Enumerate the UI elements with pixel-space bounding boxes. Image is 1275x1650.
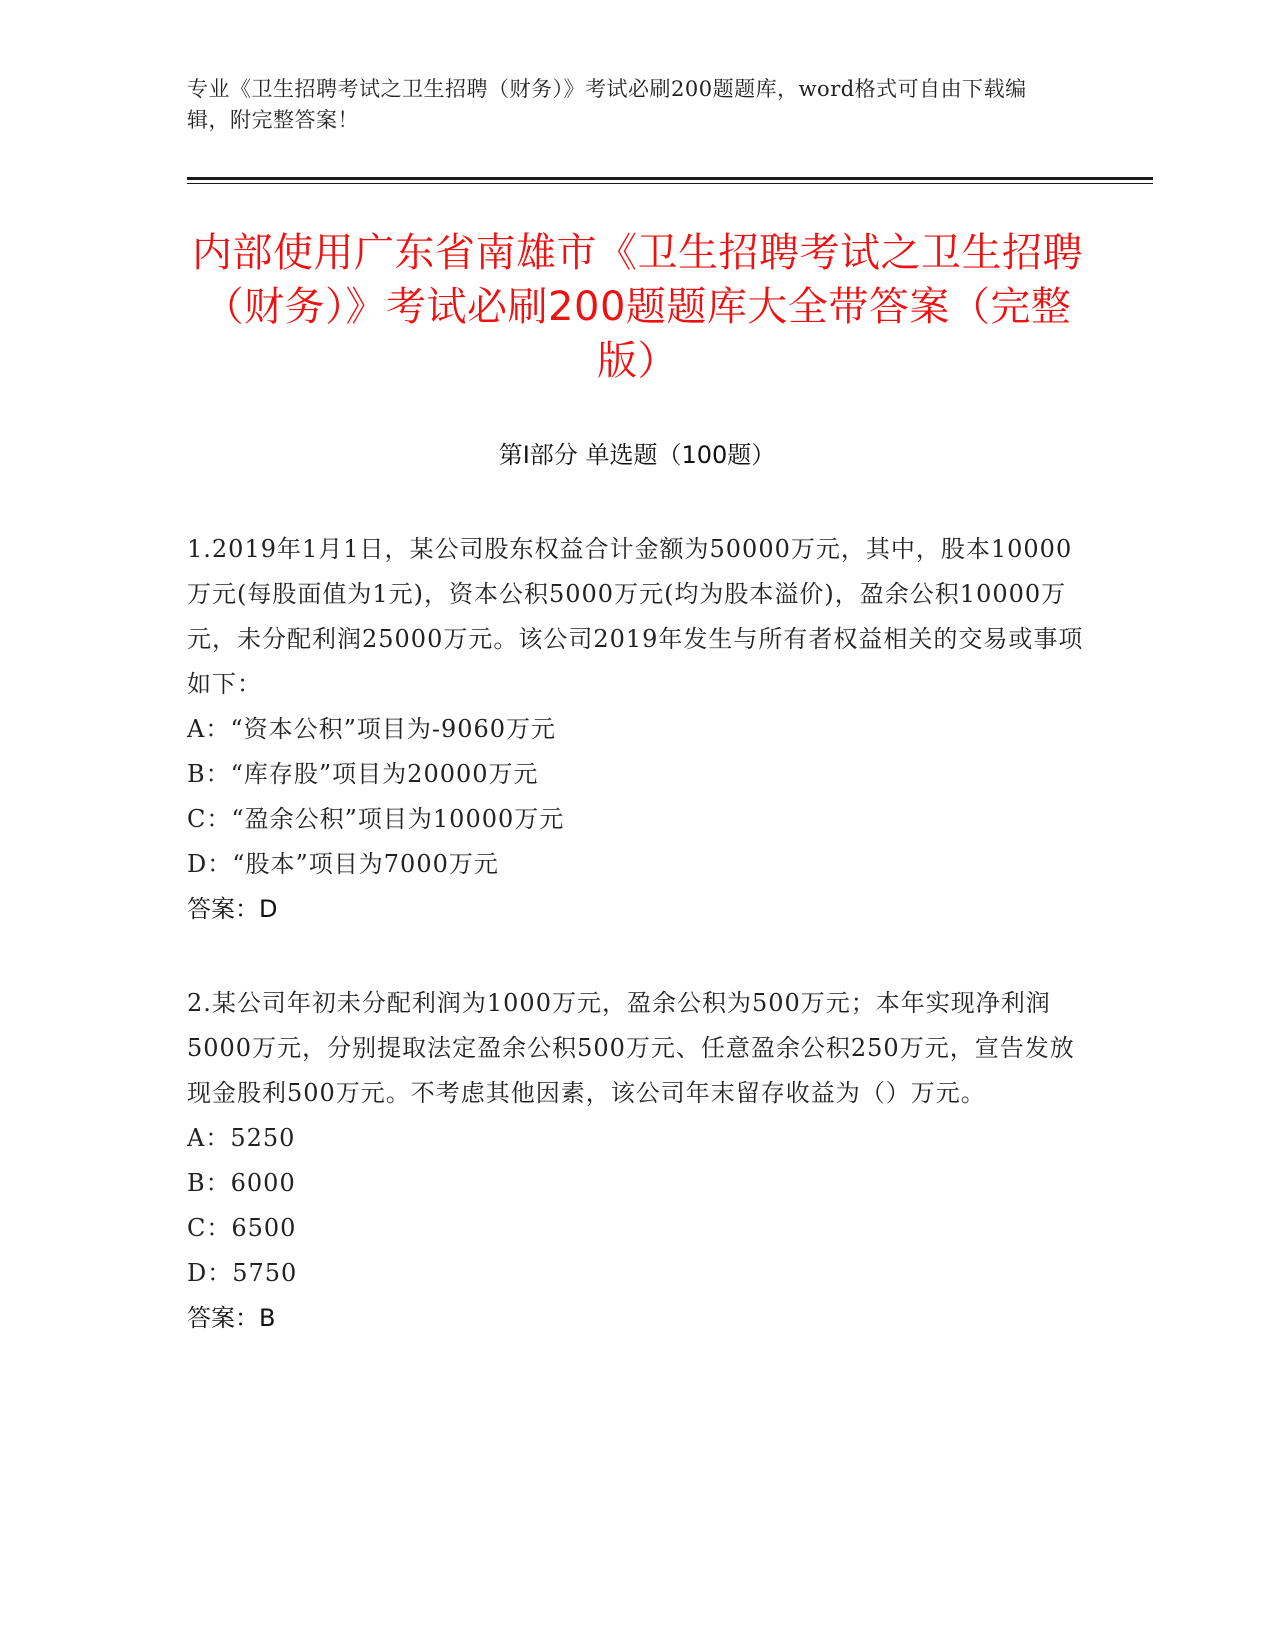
option-a: A：“资本公积”项目为-9060万元 xyxy=(187,715,557,743)
question-1 xyxy=(187,527,1087,932)
section-title: 第Ⅰ部分 单选题（100题） xyxy=(498,441,776,469)
document-title: 内部使用广东省南雄市《卫生招聘考试之卫生招聘（财务）》考试必刷200题题库大全带答案（完整版） xyxy=(192,230,1083,384)
option-d: D：5750 xyxy=(187,1259,298,1287)
header-note: 专业《卫生招聘考试之卫生招聘（财务）》考试必刷200题题库，word格式可自由下载编辑，附完整答案！ xyxy=(187,77,1027,132)
answer: 答案：D xyxy=(187,895,278,923)
question-stem: 1.2019年1月1日，某公司股东权益合计金额为50000万元，其中，股本10000万元(每股面值为1元)，资本公积5000万元(均为股本溢价)，盈余公积10000万元，未分配利润25000万元。该公司2019年发生与所有者权益相关的交易或事项如下： xyxy=(187,535,1084,698)
header-rule-thin xyxy=(187,183,1153,184)
option-a: A：5250 xyxy=(187,1124,296,1152)
question-stem: 2.某公司年初未分配利润为1000万元，盈余公积为500万元；本年实现净利润5000万元，分别提取法定盈余公积500万元、任意盈余公积250万元，宣告发放现金股利500万元。不考虑其他因素，该公司年末留存收益为（）万元。 xyxy=(187,989,1075,1107)
option-c: C：6500 xyxy=(187,1214,297,1242)
header-rule-thick xyxy=(187,177,1153,180)
question-2 xyxy=(187,981,1087,1341)
answer: 答案：B xyxy=(187,1304,276,1332)
option-d: D：“股本”项目为7000万元 xyxy=(187,850,499,878)
option-b: B：6000 xyxy=(187,1169,296,1197)
option-b: B：“库存股”项目为20000万元 xyxy=(187,760,539,788)
option-c: C：“盈余公积”项目为10000万元 xyxy=(187,805,565,833)
